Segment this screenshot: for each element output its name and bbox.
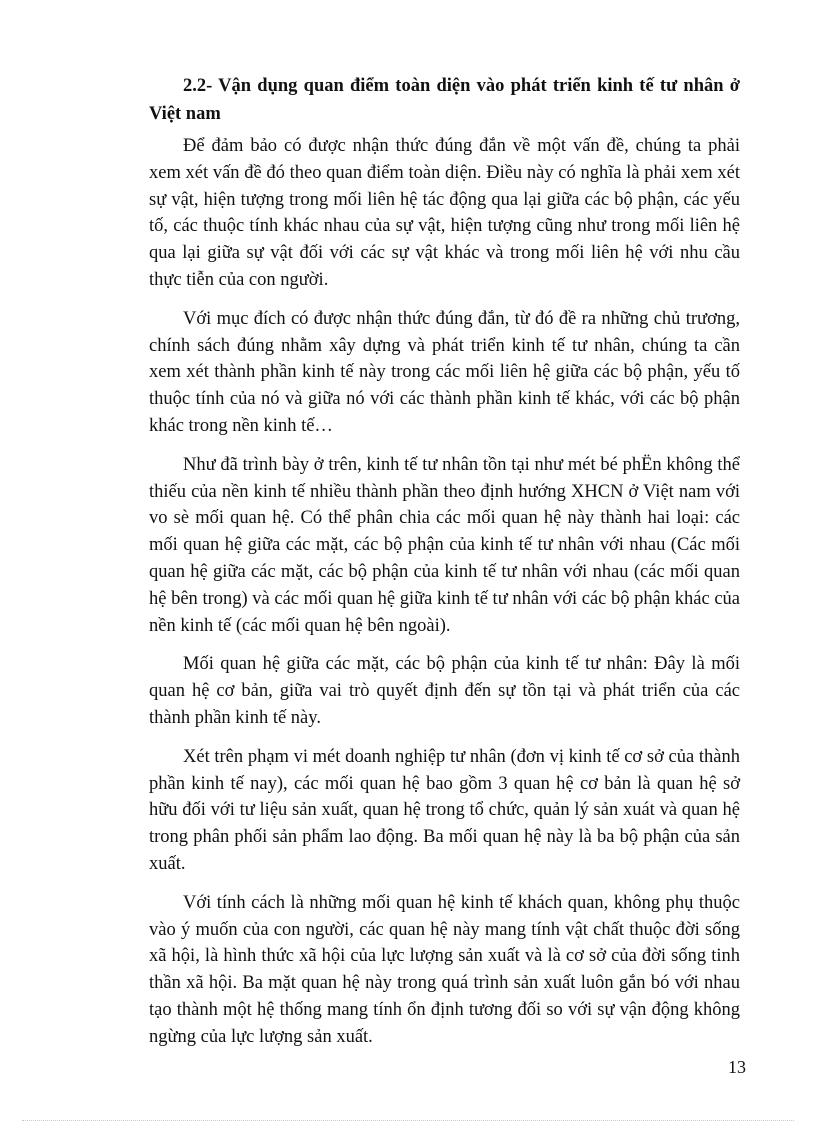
section-heading: 2.2- Vận dụng quan điểm toàn diện vào phát triển kinh tế tư nhân ở Việt nam <box>149 76 740 124</box>
page-body <box>149 72 740 1063</box>
page-bottom-divider <box>22 1120 794 1121</box>
paragraph-6: Với tính cách là những mối quan hệ kinh tế khách quan, không phụ thuộc vào ý muốn của con người, các quan hệ này mang tính vật chất thuộc đời sống xã hội, là hình thức xã hội của lực lượng sản xuất và là cơ sở của đời sống tinh thần xã hội. Ba mặt quan hệ này trong quá trình sản xuất luôn gắn bó với nhau tạo thành một hệ thống mang tính ổn định tương đối so với sự vận động không ngừng của lực lượng sản xuất. <box>149 892 740 1047</box>
paragraph-4: Mối quan hệ giữa các mặt, các bộ phận của kinh tế tư nhân: Đây là mối quan hệ cơ bản, giữa vai trò quyết định đến sự tồn tại và phát triển của các thành phần kinh tế này. <box>149 654 740 728</box>
paragraph-2: Với mục đích có được nhận thức đúng đắn, từ đó đề ra những chủ trương, chính sách đúng nhằm xây dựng và phát triển kinh tế tư nhân, chúng ta cần xem xét thành phần kinh tế này trong các mối liên hệ giữa các bộ phận, yếu tố thuộc tính của nó và giữa nó với các thành phần kinh tế khác, với các bộ phận khác trong nền kinh tế… <box>149 308 740 436</box>
paragraph-3: Như đã trình bày ở trên, kinh tế tư nhân tồn tại như mét bé phËn không thể thiếu của nền kinh tế nhiều thành phần theo định hướng XHCN ở Việt nam với vo sè mối quan hệ. Có thể phân chia các mối quan hệ này thành hai loại: các mối quan hệ giữa các mặt, các bộ phận của kinh tế tư nhân với nhau (Các mối quan hệ giữa các mặt, các bộ phận của kinh tế tư nhân với nhau (các mối quan hệ bên trong) và các mối quan hệ giữa kinh tế tư nhân với các bộ phận khác của nền kinh tế (các mối quan hệ bên ngoài). <box>149 454 740 636</box>
paragraph-5: Xét trên phạm vi mét doanh nghiệp tư nhân (đơn vị kinh tế cơ sở của thành phần kinh tế nay), các mối quan hệ bao gồm 3 quan hệ cơ bản là quan hệ sở hữu đối với tư liệu sản xuất, quan hệ trong tổ chức, quản lý sản xuát và quan hệ trong phân phối sản phẩm lao động. Ba mối quan hệ này là ba bộ phận của sản xuất. <box>149 746 740 874</box>
paragraph-1: Để đảm bảo có được nhận thức đúng đắn về một vấn đề, chúng ta phải xem xét vấn đề đó theo quan điểm toàn diện. Điều này có nghĩa là phải xem xét sự vật, hiện tượng trong mối liên hệ tác động qua lại giữa các bộ phận, các yếu tố, các thuộc tính khác nhau của sự vật, hiện tượng cũng như trong mối liên hệ qua lại giữa sự vật đối với các sự vật khác và trong mối liên hệ với nhu cầu thực tiễn của con người. <box>149 136 740 290</box>
page-number: 13 <box>728 1057 746 1077</box>
